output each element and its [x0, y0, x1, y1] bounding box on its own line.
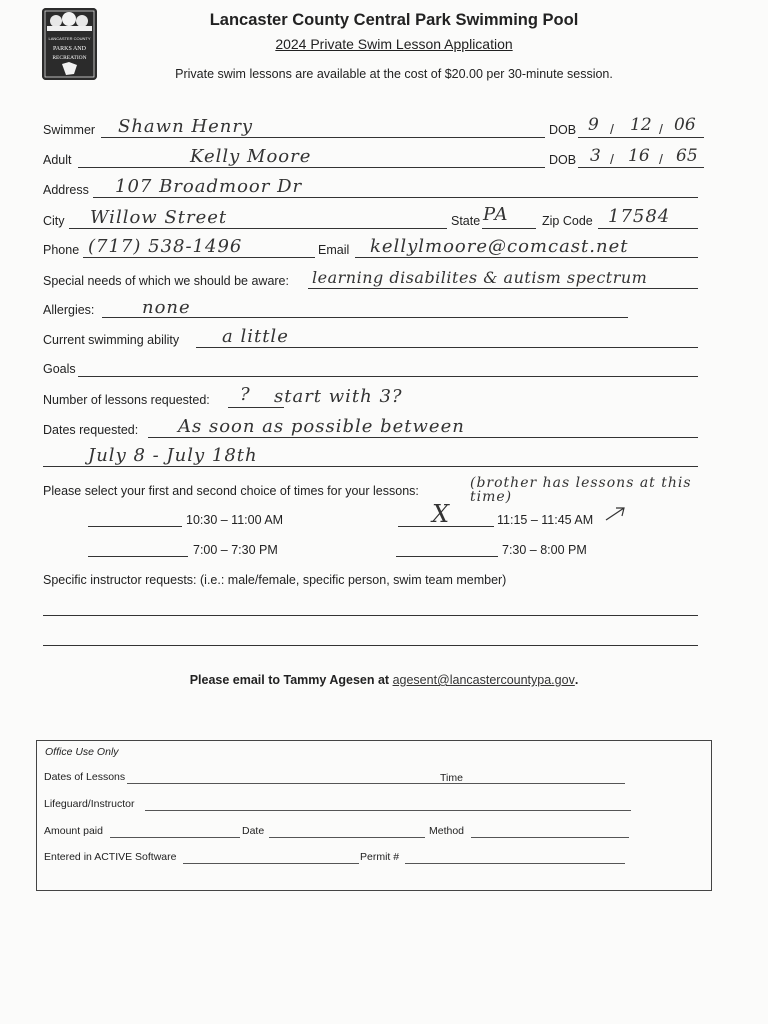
- lessons-label: Number of lessons requested:: [43, 393, 210, 407]
- swimmer-line: [101, 137, 545, 138]
- special-needs-value[interactable]: learning disabilites & autism spectrum: [312, 268, 648, 287]
- permit-line[interactable]: [405, 863, 625, 864]
- time-option-3-line[interactable]: [88, 556, 188, 557]
- city-value[interactable]: Willow Street: [90, 207, 228, 228]
- lifeguard-label: Lifeguard/Instructor: [44, 798, 135, 810]
- time-label: Time: [440, 772, 463, 784]
- dates-line: [148, 437, 698, 438]
- amount-paid-label: Amount paid: [44, 825, 103, 837]
- time-option-4: 7:30 – 8:00 PM: [502, 543, 587, 557]
- allergies-value[interactable]: none: [142, 297, 191, 318]
- goals-line[interactable]: [78, 376, 698, 377]
- dob-slash: /: [659, 121, 663, 137]
- dates-of-lessons-line[interactable]: [127, 783, 471, 784]
- swimmer-dob-day[interactable]: 12: [630, 115, 652, 135]
- ability-label: Current swimming ability: [43, 333, 180, 347]
- instructor-label: Specific instructor requests: (i.e.: male/female, specific person, swim team member): [43, 573, 507, 587]
- swimmer-label: Swimmer: [43, 123, 96, 137]
- adult-dob-label: DOB: [549, 153, 577, 167]
- time-option-1: 10:30 – 11:00 AM: [186, 513, 284, 527]
- amount-paid-line[interactable]: [110, 837, 240, 838]
- dob-slash: /: [610, 151, 614, 167]
- time-line[interactable]: [467, 783, 625, 784]
- swimmer-dob-label: DOB: [549, 123, 577, 137]
- contact-text: Please email to Tammy Agesen at: [189, 673, 393, 687]
- city-line: [69, 228, 447, 229]
- time-option-3: 7:00 – 7:30 PM: [193, 543, 278, 557]
- contact-email-link[interactable]: agesent@lancastercountypa.gov: [392, 673, 575, 687]
- dates-label: Dates requested:: [43, 423, 139, 437]
- state-line: [482, 228, 536, 229]
- svg-text:LANCASTER COUNTY: LANCASTER COUNTY: [48, 36, 91, 41]
- form-subtitle: 2024 Private Swim Lesson Application: [275, 36, 513, 52]
- email-label: Email: [318, 243, 350, 257]
- special-needs-line: [308, 288, 698, 289]
- phone-value[interactable]: (717) 538-1496: [88, 236, 243, 257]
- lessons-line: [228, 407, 284, 408]
- zip-line: [598, 228, 698, 229]
- active-software-line[interactable]: [183, 863, 359, 864]
- svg-text:RECREATION: RECREATION: [52, 55, 87, 61]
- time-option-2-mark[interactable]: X: [432, 500, 451, 528]
- special-needs-label: Special needs of which we should be aware:: [43, 274, 289, 288]
- address-value[interactable]: 107 Broadmoor Dr: [115, 176, 303, 197]
- time-option-1-line[interactable]: [88, 526, 182, 527]
- zip-label: Zip Code: [542, 214, 593, 228]
- adult-dob-month[interactable]: 3: [590, 146, 601, 166]
- instructor-line-1[interactable]: [43, 615, 698, 616]
- dates-line-2: [43, 466, 698, 467]
- dates-of-lessons-label: Dates of Lessons: [44, 771, 126, 783]
- allergies-label: Allergies:: [43, 303, 95, 317]
- contact-end: .: [574, 673, 579, 687]
- city-label: City: [43, 214, 65, 228]
- date-label: Date: [242, 825, 265, 837]
- dates-value[interactable]: As soon as possible between: [178, 416, 465, 437]
- adult-dob-line: [578, 167, 704, 168]
- adult-value[interactable]: Kelly Moore: [190, 146, 312, 167]
- svg-text:PARKS AND: PARKS AND: [53, 46, 86, 52]
- contact-note: [0, 673, 768, 687]
- phone-line: [83, 257, 315, 258]
- office-title: Office Use Only: [45, 746, 119, 758]
- times-label: Please select your first and second choice of times for your lessons:: [43, 484, 419, 498]
- lessons-value[interactable]: ?: [240, 384, 251, 405]
- phone-label: Phone: [43, 243, 80, 257]
- time-option-2: 11:15 – 11:45 AM: [497, 513, 594, 527]
- adult-dob-year[interactable]: 65: [676, 146, 698, 166]
- dob-slash: /: [659, 151, 663, 167]
- dob-slash: /: [610, 121, 614, 137]
- swimmer-value[interactable]: Shawn Henry: [118, 116, 254, 137]
- times-note: (brother has lessons at this time): [470, 475, 692, 505]
- lifeguard-line[interactable]: [145, 810, 631, 811]
- permit-label: Permit #: [360, 851, 400, 863]
- email-line: [355, 257, 698, 258]
- arrow-icon: [604, 504, 628, 522]
- instructor-line-2[interactable]: [43, 645, 698, 646]
- state-value[interactable]: PA: [483, 204, 509, 225]
- date-line[interactable]: [269, 837, 425, 838]
- address-label: Address: [43, 183, 89, 197]
- email-value[interactable]: kellylmoore@comcast.net: [370, 236, 629, 257]
- adult-label: Adult: [43, 153, 72, 167]
- state-label: State: [451, 214, 481, 228]
- address-line: [93, 197, 698, 198]
- swimmer-dob-month[interactable]: 9: [588, 115, 599, 135]
- time-option-4-line[interactable]: [396, 556, 498, 557]
- ability-value[interactable]: a little: [222, 326, 289, 347]
- swimmer-dob-line: [578, 137, 704, 138]
- ability-line: [196, 347, 698, 348]
- office-use-box: [36, 740, 712, 891]
- adult-line: [78, 167, 545, 168]
- lessons-extra-note: start with 3?: [274, 386, 403, 407]
- swimmer-dob-year[interactable]: 06: [674, 115, 696, 135]
- pricing-note: Private swim lessons are available at the cost of $20.00 per 30-minute session.: [175, 67, 613, 81]
- adult-dob-day[interactable]: 16: [628, 146, 650, 166]
- method-line[interactable]: [471, 837, 629, 838]
- goals-label: Goals: [43, 362, 76, 376]
- zip-value[interactable]: 17584: [608, 206, 671, 227]
- method-label: Method: [429, 825, 465, 837]
- form-title: Lancaster County Central Park Swimming Pool: [209, 11, 579, 29]
- active-software-label: Entered in ACTIVE Software: [44, 851, 177, 863]
- dates-value-2[interactable]: July 8 - July 18th: [88, 445, 258, 466]
